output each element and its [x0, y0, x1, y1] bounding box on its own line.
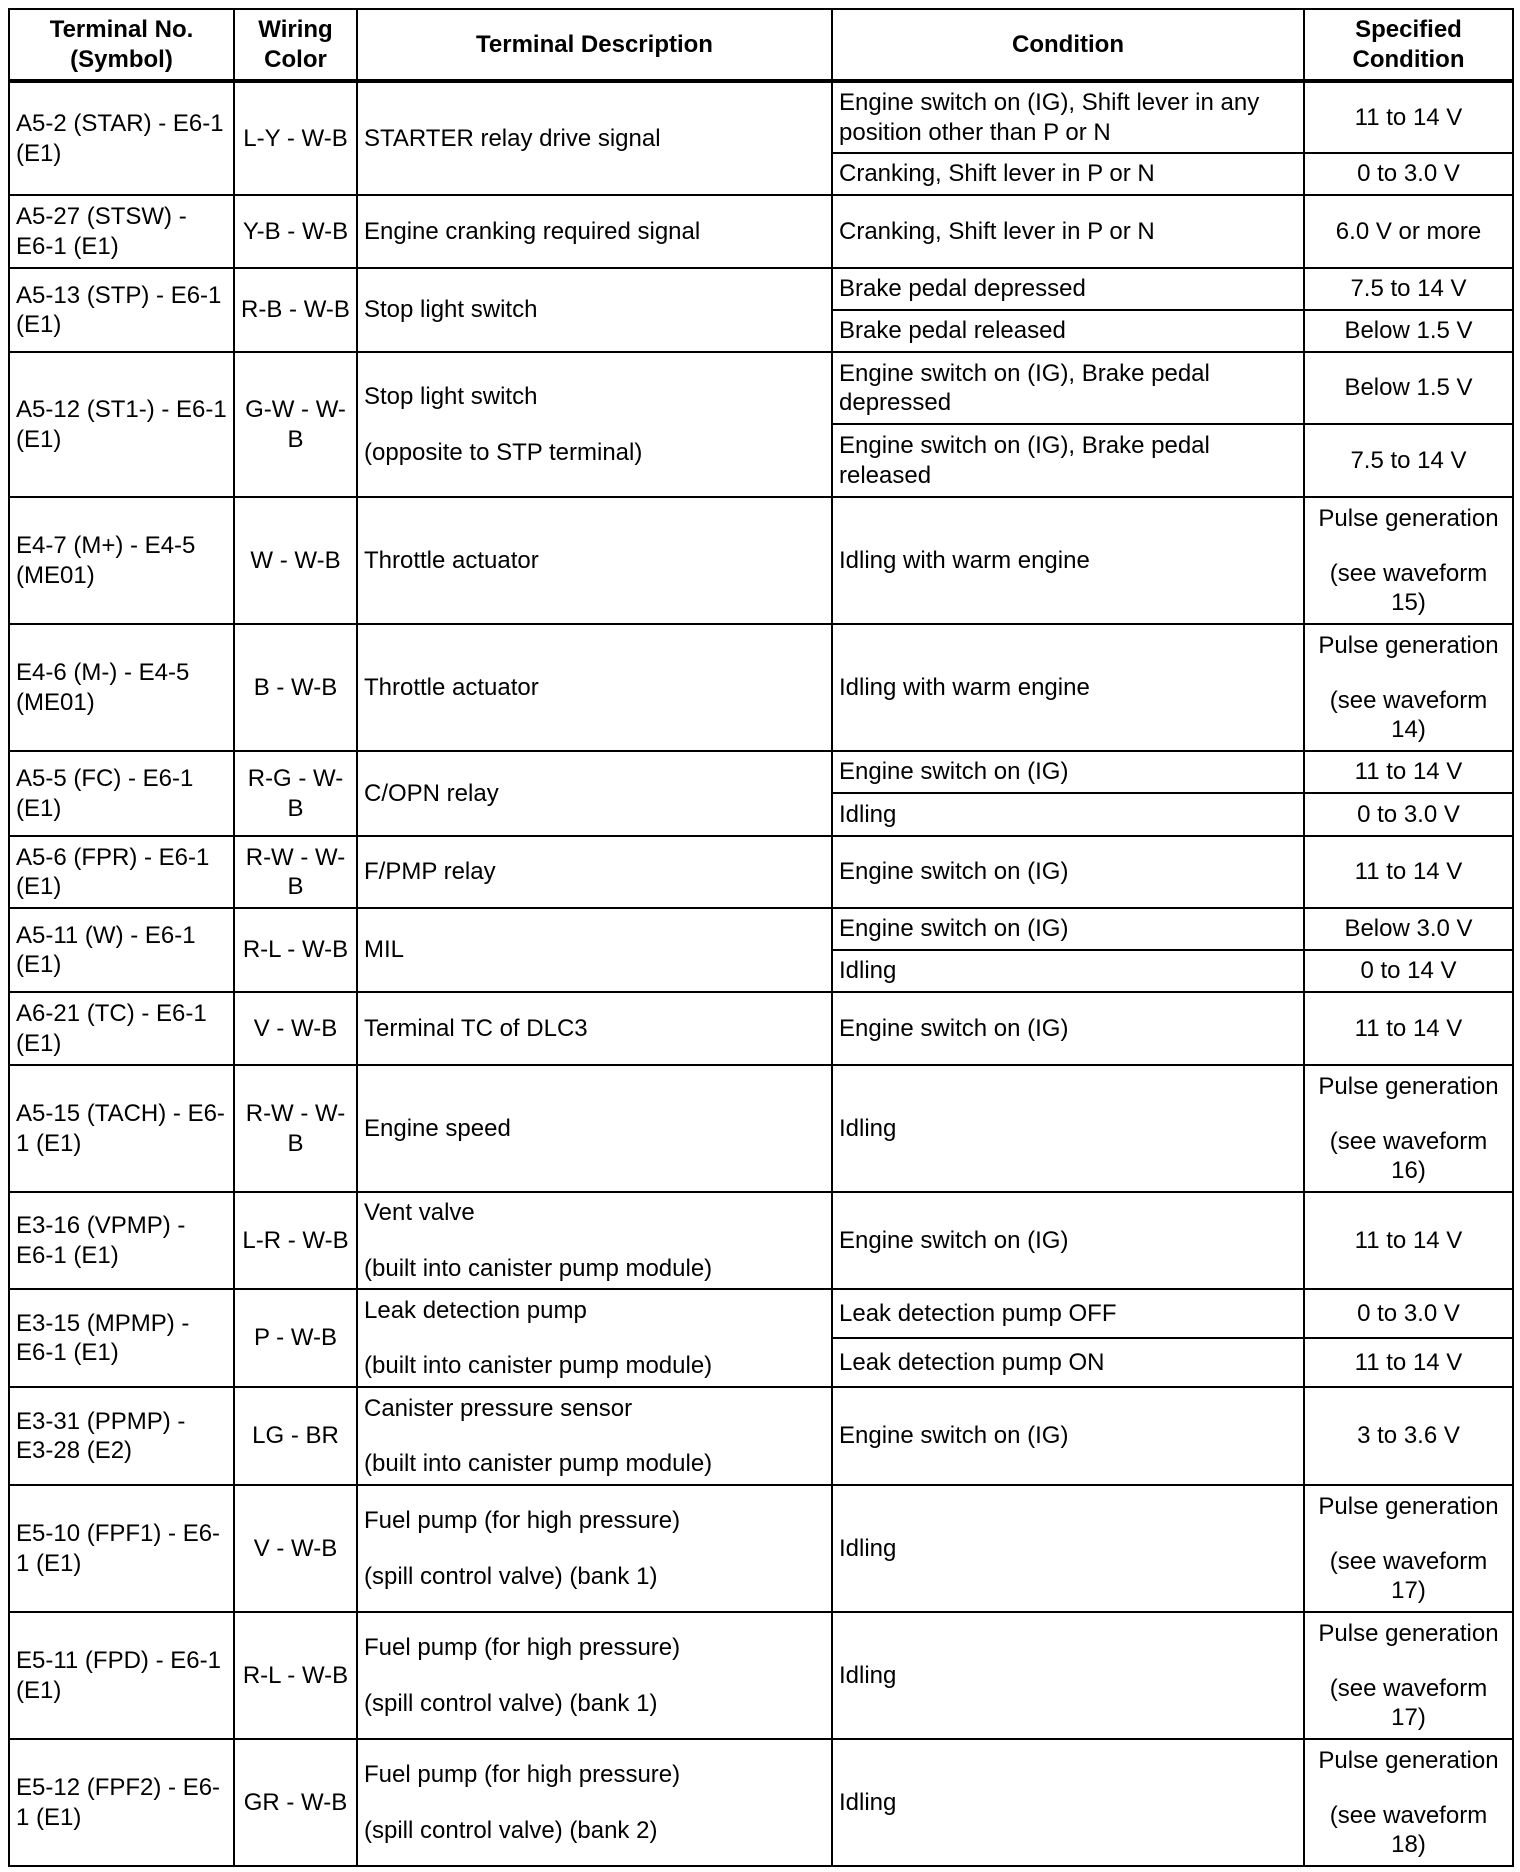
- condition-cell: Idling: [832, 1612, 1304, 1739]
- specified-condition-cell: Pulse generation (see waveform 16): [1304, 1065, 1513, 1192]
- wiring-color-cell: L-Y - W-B: [234, 81, 357, 195]
- terminal-cell: A5-12 (ST1-) - E6-1 (E1): [9, 352, 234, 497]
- description-cell: F/PMP relay: [357, 836, 832, 908]
- condition-cell: Brake pedal released: [832, 310, 1304, 352]
- specified-condition-cell: 7.5 to 14 V: [1304, 268, 1513, 310]
- terminal-cell: A5-13 (STP) - E6-1 (E1): [9, 268, 234, 352]
- specified-condition-cell: 0 to 3.0 V: [1304, 153, 1513, 195]
- specified-condition-cell: 11 to 14 V: [1304, 751, 1513, 793]
- description-cell: STARTER relay drive signal: [357, 81, 832, 195]
- table-row: [9, 624, 1513, 751]
- terminal-cell: A5-15 (TACH) - E6-1 (E1): [9, 1065, 234, 1192]
- table-row: [9, 1485, 1513, 1612]
- condition-cell: Idling: [832, 1065, 1304, 1192]
- specified-condition-cell: 6.0 V or more: [1304, 195, 1513, 268]
- table-row: [9, 1612, 1513, 1739]
- description-cell: Fuel pump (for high pressure) (spill control valve) (bank 1): [357, 1612, 832, 1739]
- wiring-color-cell: Y-B - W-B: [234, 195, 357, 268]
- table-row: [9, 1192, 1513, 1289]
- condition-cell: Idling: [832, 793, 1304, 836]
- condition-cell: Engine switch on (IG), Brake pedal depressed: [832, 352, 1304, 424]
- condition-cell: Engine switch on (IG): [832, 1192, 1304, 1289]
- description-cell: Engine cranking required signal: [357, 195, 832, 268]
- condition-cell: Idling: [832, 1739, 1304, 1866]
- table-row: [9, 992, 1513, 1065]
- wiring-color-cell: R-L - W-B: [234, 908, 357, 992]
- description-cell: Engine speed: [357, 1065, 832, 1192]
- wiring-color-cell: W - W-B: [234, 497, 357, 624]
- specified-condition-cell: Pulse generation (see waveform 15): [1304, 497, 1513, 624]
- terminal-cell: E4-7 (M+) - E4-5 (ME01): [9, 497, 234, 624]
- terminal-cell: E5-12 (FPF2) - E6-1 (E1): [9, 1739, 234, 1866]
- wiring-color-cell: V - W-B: [234, 992, 357, 1065]
- table-row: [9, 81, 1513, 153]
- table-row: [9, 1065, 1513, 1192]
- wiring-color-cell: B - W-B: [234, 624, 357, 751]
- terminal-cell: E3-15 (MPMP) - E6-1 (E1): [9, 1289, 234, 1387]
- wiring-color-cell: L-R - W-B: [234, 1192, 357, 1289]
- condition-cell: Idling: [832, 1485, 1304, 1612]
- table-row: [9, 497, 1513, 624]
- description-cell: Throttle actuator: [357, 497, 832, 624]
- table-row: [9, 268, 1513, 310]
- condition-cell: Engine switch on (IG): [832, 992, 1304, 1065]
- condition-cell: Engine switch on (IG): [832, 1387, 1304, 1485]
- terminal-cell: A5-6 (FPR) - E6-1 (E1): [9, 836, 234, 908]
- specified-condition-cell: Below 3.0 V: [1304, 908, 1513, 950]
- description-cell: Vent valve (built into canister pump module): [357, 1192, 832, 1289]
- header-condition: Condition: [832, 9, 1304, 81]
- terminal-inspection-table: [8, 8, 1514, 1867]
- specified-condition-cell: Pulse generation (see waveform 14): [1304, 624, 1513, 751]
- wiring-color-cell: LG - BR: [234, 1387, 357, 1485]
- wiring-color-cell: GR - W-B: [234, 1739, 357, 1866]
- condition-cell: Idling: [832, 950, 1304, 992]
- table-body: [9, 81, 1513, 1866]
- table-row: [9, 751, 1513, 793]
- description-cell: MIL: [357, 908, 832, 992]
- condition-cell: Engine switch on (IG): [832, 908, 1304, 950]
- specified-condition-cell: 11 to 14 V: [1304, 1192, 1513, 1289]
- specified-condition-cell: 0 to 3.0 V: [1304, 1289, 1513, 1338]
- header-wiring-color: Wiring Color: [234, 9, 357, 81]
- description-cell: Canister pressure sensor (built into canister pump module): [357, 1387, 832, 1485]
- specified-condition-cell: 11 to 14 V: [1304, 992, 1513, 1065]
- table-row: [9, 1289, 1513, 1338]
- specified-condition-cell: 11 to 14 V: [1304, 1338, 1513, 1387]
- condition-cell: Cranking, Shift lever in P or N: [832, 195, 1304, 268]
- condition-cell: Cranking, Shift lever in P or N: [832, 153, 1304, 195]
- header-terminal: Terminal No. (Symbol): [9, 9, 234, 81]
- table-row: [9, 1387, 1513, 1485]
- terminal-cell: A6-21 (TC) - E6-1 (E1): [9, 992, 234, 1065]
- condition-cell: Engine switch on (IG), Brake pedal released: [832, 424, 1304, 497]
- condition-cell: Engine switch on (IG): [832, 836, 1304, 908]
- header-terminal-description: Terminal Description: [357, 9, 832, 81]
- condition-cell: Engine switch on (IG), Shift lever in any position other than P or N: [832, 81, 1304, 153]
- wiring-color-cell: P - W-B: [234, 1289, 357, 1387]
- condition-cell: Leak detection pump ON: [832, 1338, 1304, 1387]
- terminal-cell: A5-27 (STSW) - E6-1 (E1): [9, 195, 234, 268]
- condition-cell: Leak detection pump OFF: [832, 1289, 1304, 1338]
- wiring-color-cell: V - W-B: [234, 1485, 357, 1612]
- table-row: [9, 195, 1513, 268]
- specified-condition-cell: Pulse generation (see waveform 17): [1304, 1612, 1513, 1739]
- wiring-color-cell: R-W - W-B: [234, 1065, 357, 1192]
- description-cell: Fuel pump (for high pressure) (spill control valve) (bank 1): [357, 1485, 832, 1612]
- terminal-cell: A5-5 (FC) - E6-1 (E1): [9, 751, 234, 836]
- description-cell: Leak detection pump (built into canister pump module): [357, 1289, 832, 1387]
- specified-condition-cell: 0 to 14 V: [1304, 950, 1513, 992]
- specified-condition-cell: Pulse generation (see waveform 17): [1304, 1485, 1513, 1612]
- terminal-cell: E3-16 (VPMP) - E6-1 (E1): [9, 1192, 234, 1289]
- wiring-color-cell: R-B - W-B: [234, 268, 357, 352]
- description-cell: Fuel pump (for high pressure) (spill control valve) (bank 2): [357, 1739, 832, 1866]
- specified-condition-cell: Below 1.5 V: [1304, 352, 1513, 424]
- table-header: [9, 9, 1513, 81]
- wiring-color-cell: R-L - W-B: [234, 1612, 357, 1739]
- specified-condition-cell: 11 to 14 V: [1304, 81, 1513, 153]
- condition-cell: Idling with warm engine: [832, 497, 1304, 624]
- header-specified-condition: Specified Condition: [1304, 9, 1513, 81]
- specified-condition-cell: 11 to 14 V: [1304, 836, 1513, 908]
- terminal-cell: E5-11 (FPD) - E6-1 (E1): [9, 1612, 234, 1739]
- description-cell: Stop light switch (opposite to STP terminal): [357, 352, 832, 497]
- terminal-cell: E3-31 (PPMP) - E3-28 (E2): [9, 1387, 234, 1485]
- description-cell: C/OPN relay: [357, 751, 832, 836]
- description-cell: Stop light switch: [357, 268, 832, 352]
- condition-cell: Engine switch on (IG): [832, 751, 1304, 793]
- specified-condition-cell: 7.5 to 14 V: [1304, 424, 1513, 497]
- description-cell: Throttle actuator: [357, 624, 832, 751]
- specified-condition-cell: Pulse generation (see waveform 18): [1304, 1739, 1513, 1866]
- specified-condition-cell: Below 1.5 V: [1304, 310, 1513, 352]
- terminal-cell: E4-6 (M-) - E4-5 (ME01): [9, 624, 234, 751]
- wiring-color-cell: G-W - W-B: [234, 352, 357, 497]
- description-cell: Terminal TC of DLC3: [357, 992, 832, 1065]
- specified-condition-cell: 3 to 3.6 V: [1304, 1387, 1513, 1485]
- terminal-cell: A5-2 (STAR) - E6-1 (E1): [9, 81, 234, 195]
- condition-cell: Brake pedal depressed: [832, 268, 1304, 310]
- table-row: [9, 836, 1513, 908]
- table-row: [9, 1739, 1513, 1866]
- table-row: [9, 908, 1513, 950]
- specified-condition-cell: 0 to 3.0 V: [1304, 793, 1513, 836]
- table-row: [9, 352, 1513, 424]
- terminal-cell: E5-10 (FPF1) - E6-1 (E1): [9, 1485, 234, 1612]
- wiring-color-cell: R-W - W-B: [234, 836, 357, 908]
- terminal-cell: A5-11 (W) - E6-1 (E1): [9, 908, 234, 992]
- condition-cell: Idling with warm engine: [832, 624, 1304, 751]
- wiring-color-cell: R-G - W-B: [234, 751, 357, 836]
